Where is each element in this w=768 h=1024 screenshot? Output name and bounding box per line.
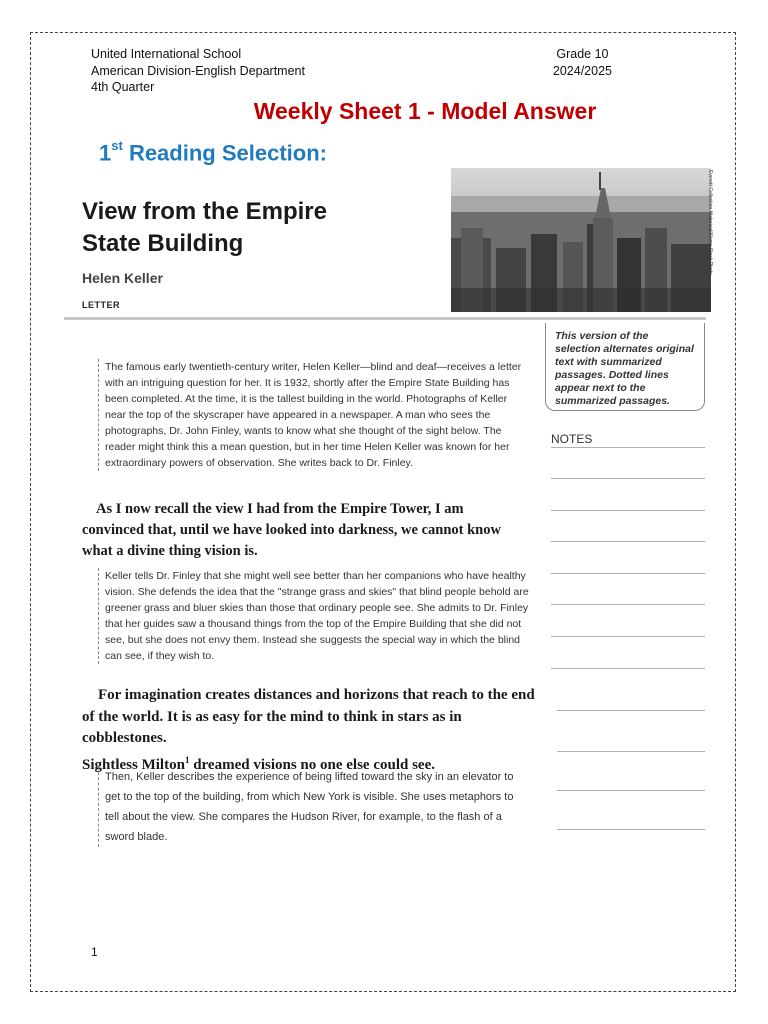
section-number: 1 [99, 140, 112, 166]
school-year: 2024/2025 [552, 63, 612, 78]
notes-line [557, 790, 705, 791]
notes-line [551, 668, 705, 669]
summary-passage-3: Then, Keller describes the experience of being lifted toward the sky in an elevator to get to the top of the building, from which New York is visible. She uses metaphors to tell about the view. She compares the Hudson River, for example, to the flash of a sword blade. [98, 767, 530, 847]
section-heading [99, 140, 327, 166]
header-school-info [91, 46, 305, 96]
version-note-callout: This version of the selection alternates original text with summarized passages. Dotted lines appear next to the summarized passages. [545, 323, 705, 411]
skyline-photo [451, 168, 711, 312]
footnote-marker: 1 [184, 754, 190, 765]
notes-line [551, 447, 705, 448]
school-name: United International School [91, 47, 242, 61]
selection-title-line2: State Building [82, 230, 244, 257]
selection-title [82, 196, 327, 260]
notes-line [551, 573, 705, 574]
summary-passage-2: Keller tells Dr. Finley that she might well see better than her companions who have healthy vision. She defends the idea that the "strange grass and skies" that blind people behold are greener grass and bluer skies than those that ordinary people see. She admits to Dr. Finley that her guides saw a thousand things from the top of the Empire Building that she did not see, but she does not envy them. Instead she suggests the special way in which the blind can see, if they wish to. [98, 568, 530, 664]
selection-genre: LETTER [82, 300, 120, 310]
page-number: 1 [91, 945, 98, 959]
notes-line [557, 751, 705, 752]
sheet-title: Weekly Sheet 1 - Model Answer [253, 98, 597, 124]
section-label: Reading Selection: [128, 140, 327, 166]
summary-passage-1: The famous early twentieth-century writer, Helen Keller—blind and deaf—receives a letter with an intriguing question for her. It is 1932, shortly after the Empire State Building has been completed. At the time, it is the tallest building in the world. Photographs of Keller near the top of the skyscraper have appeared in a newspaper. A man who sees the photographs, Dr. John Finley, wants to know what she thought of the sight below. The reader might think this a mean question, but in her time Helen Keller was known for her extraordinary powers of observation. She writes back to Dr. Finley. [98, 359, 530, 471]
original-passage-2-line2: of the world. It is as easy for the mind to think in stars as in cobblestones. [82, 708, 462, 746]
original-passage-1: As I now recall the view I had from the Empire Tower, I am convinced that, until we have looked into darkness, we cannot know what a divine thing vision is. [82, 501, 501, 559]
notes-line [551, 510, 705, 511]
notes-line [551, 636, 705, 637]
notes-line [551, 541, 705, 542]
quarter-label: 4th Quarter [91, 80, 155, 94]
notes-line [557, 829, 705, 830]
original-passage-2-line1: For imagination creates distances and horizons that reach to the end [98, 687, 535, 703]
original-passage-2 [82, 685, 542, 776]
photo-credit: Everett Collection Historical/Alamy Stock Photo [707, 170, 713, 275]
selection-author: Helen Keller [82, 270, 163, 286]
original-passage-2-line3: Sightless Milton$^1$ dreamed visions no one else could see. [82, 754, 435, 773]
notes-line [551, 478, 705, 479]
notes-line [551, 604, 705, 605]
section-ordinal-suffix: st [111, 138, 123, 153]
notes-label: NOTES [551, 432, 593, 446]
grade-label: Grade 10 [556, 47, 609, 61]
header-grade-info [553, 46, 612, 79]
header-rule [64, 317, 706, 320]
notes-line [557, 710, 705, 711]
department-name: American Division-English Department [91, 63, 305, 78]
selection-title-line1: View from the Empire [82, 198, 327, 225]
